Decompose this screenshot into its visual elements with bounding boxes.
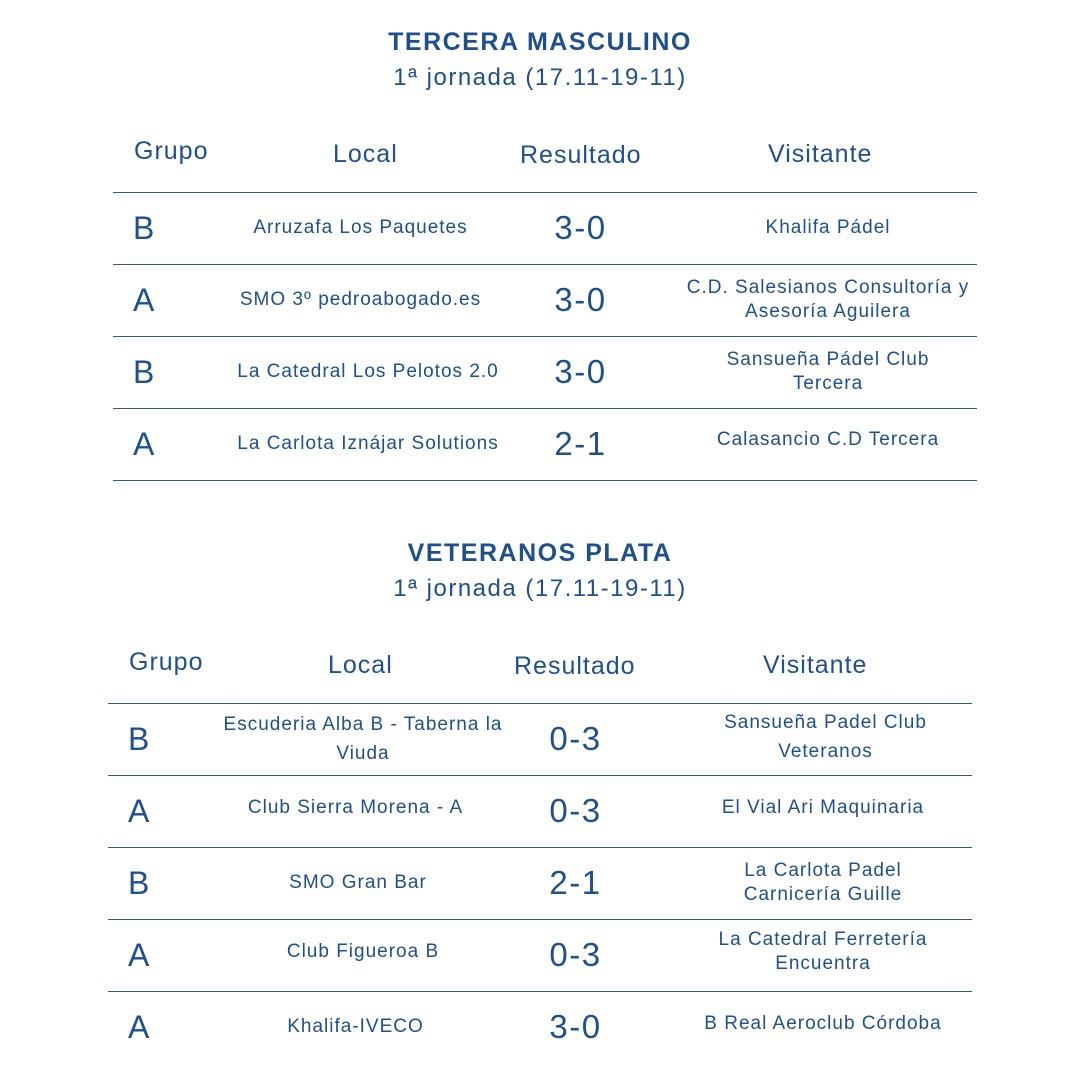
group-cell: B bbox=[128, 865, 150, 901]
table-row bbox=[113, 264, 977, 336]
table-row bbox=[108, 919, 972, 991]
visitor-cell: C.D. Salesianos Consultoría y Asesoría Aguilera bbox=[686, 277, 970, 322]
result-cell: 3-0 bbox=[554, 281, 607, 318]
table-row bbox=[113, 408, 977, 480]
visitor-cell: La Catedral Ferretería Encuentra bbox=[718, 929, 928, 974]
header-group: Grupo bbox=[134, 137, 209, 165]
header-local: Local bbox=[328, 651, 393, 679]
section-subtitle: 1ª jornada (17.11-19-11) bbox=[393, 575, 687, 602]
visitor-cell: B Real Aeroclub Córdoba bbox=[704, 1013, 942, 1034]
result-cell: 0-3 bbox=[549, 720, 602, 757]
section-subtitle: 1ª jornada (17.11-19-11) bbox=[393, 64, 687, 91]
header-local: Local bbox=[333, 140, 398, 168]
group-cell: B bbox=[133, 210, 155, 246]
local-cell: SMO 3º pedroabogado.es bbox=[239, 289, 482, 310]
header-result: Resultado bbox=[520, 141, 642, 169]
group-cell: A bbox=[128, 793, 150, 829]
table-row bbox=[108, 847, 972, 919]
group-cell: B bbox=[133, 354, 155, 390]
header-group: Grupo bbox=[129, 648, 204, 676]
local-cell: La Catedral Los Pelotos 2.0 bbox=[237, 361, 499, 382]
group-cell: A bbox=[133, 282, 155, 318]
section-title: TERCERA MASCULINO bbox=[388, 28, 692, 56]
result-cell: 0-3 bbox=[549, 792, 602, 829]
result-cell: 2-1 bbox=[554, 425, 607, 462]
group-cell: B bbox=[128, 721, 150, 757]
group-cell: A bbox=[133, 426, 155, 462]
group-cell: A bbox=[128, 1009, 150, 1045]
local-cell: La Carlota Iznájar Solutions bbox=[237, 433, 499, 454]
row-divider bbox=[113, 480, 977, 481]
table-row bbox=[108, 703, 972, 775]
result-cell: 2-1 bbox=[549, 864, 602, 901]
header-result: Resultado bbox=[514, 652, 636, 680]
visitor-cell: El Vial Ari Maquinaria bbox=[721, 797, 925, 818]
visitor-cell: Khalifa Pádel bbox=[765, 217, 891, 238]
local-cell: SMO Gran Bar bbox=[289, 872, 427, 893]
visitor-cell: Sansueña Pádel Club Tercera bbox=[726, 349, 930, 394]
visitor-cell: La Carlota Padel Carnicería Guille bbox=[743, 860, 903, 905]
table-row bbox=[113, 192, 977, 264]
table-row bbox=[113, 336, 977, 408]
local-cell: Escuderia Alba B - Taberna la Viuda bbox=[223, 714, 503, 764]
local-cell: Club Sierra Morena - A bbox=[247, 797, 464, 818]
result-cell: 0-3 bbox=[549, 936, 602, 973]
header-visitor: Visitante bbox=[763, 651, 868, 679]
table-row bbox=[108, 775, 972, 847]
local-cell: Club Figueroa B bbox=[286, 941, 440, 962]
header-visitor: Visitante bbox=[768, 140, 873, 168]
local-cell: Khalifa-IVECO bbox=[287, 1016, 424, 1037]
section-title: VETERANOS PLATA bbox=[407, 539, 673, 567]
visitor-cell: Sansueña Padel Club Veteranos bbox=[724, 712, 927, 762]
section-tercera-masculino bbox=[0, 0, 1080, 500]
local-cell: Arruzafa Los Paquetes bbox=[253, 217, 468, 238]
result-cell: 3-0 bbox=[554, 353, 607, 390]
section-veteranos-plata bbox=[0, 510, 1080, 1070]
result-cell: 3-0 bbox=[549, 1008, 602, 1045]
visitor-cell: Calasancio C.D Tercera bbox=[716, 429, 940, 450]
group-cell: A bbox=[128, 937, 150, 973]
table-row bbox=[108, 991, 972, 1063]
result-cell: 3-0 bbox=[554, 209, 607, 246]
